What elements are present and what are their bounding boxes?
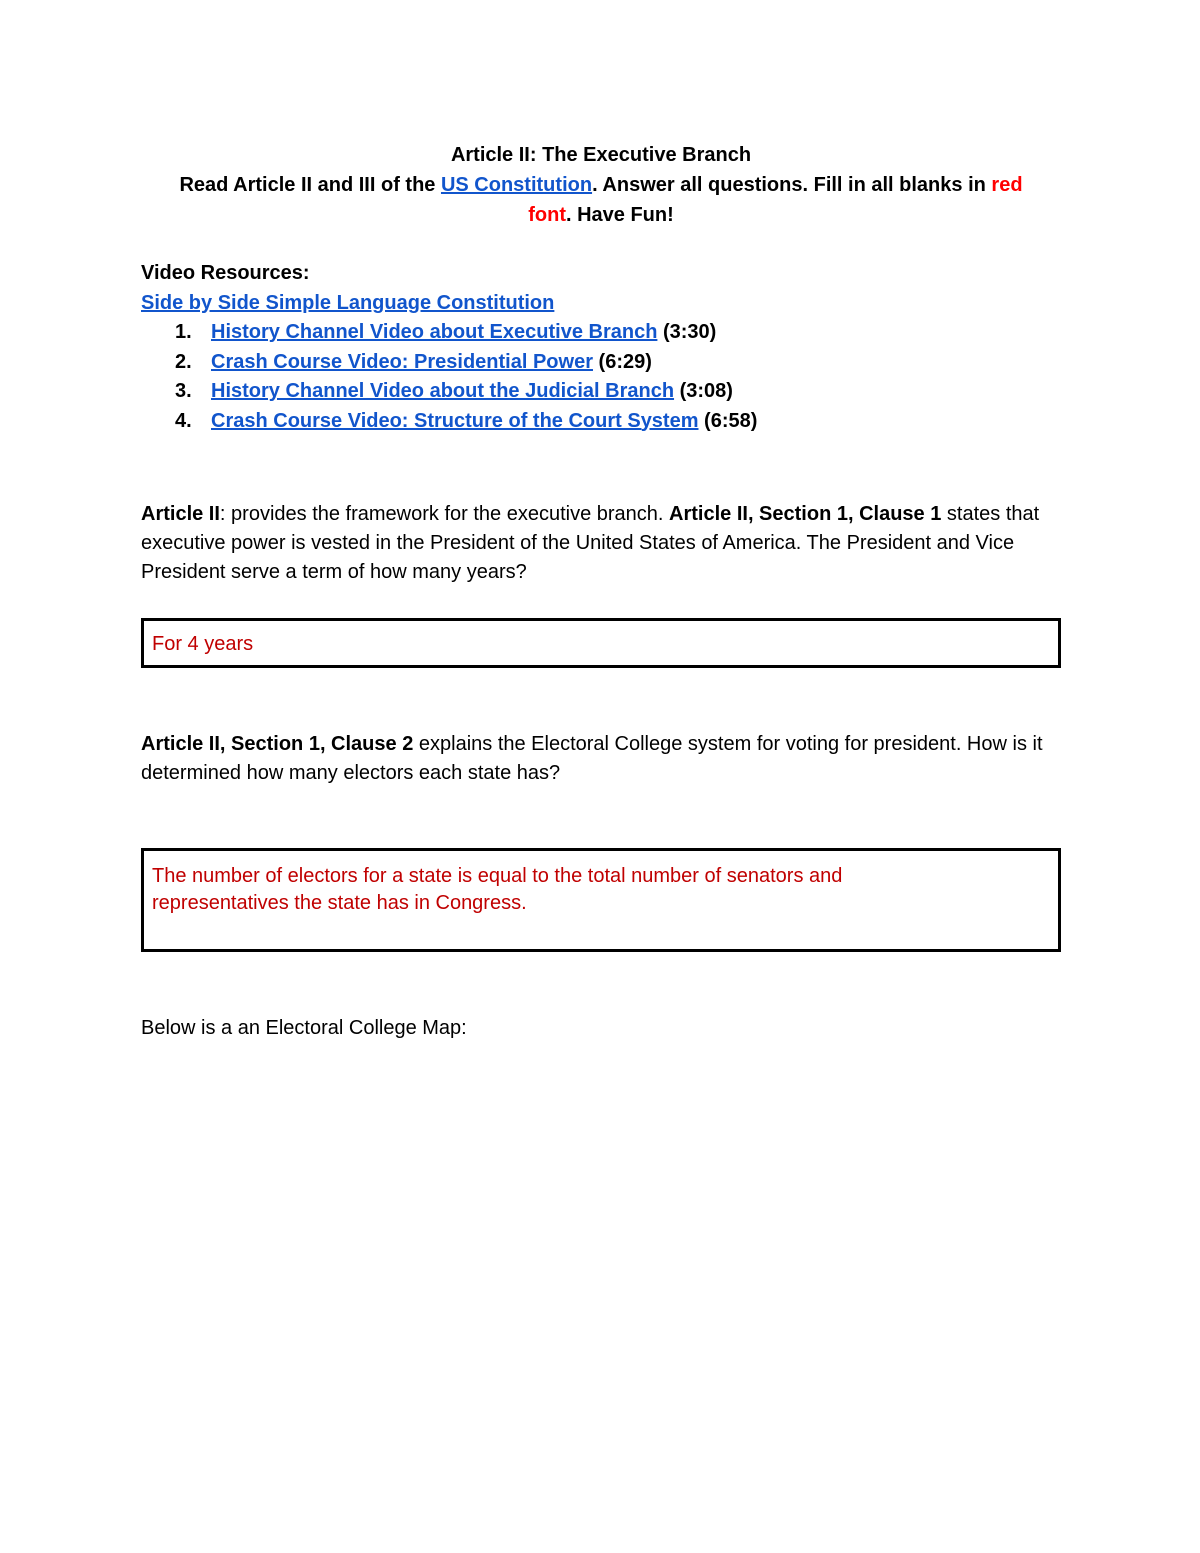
list-item-number: 1. <box>175 321 192 343</box>
question-2-text-1: explains the Electoral College system for voting for president. How is it determined how many electors each state has? <box>141 733 1043 784</box>
question-2-bold-1: Article II, Section 1, Clause 2 <box>141 733 414 755</box>
video-duration: (3:30) <box>657 321 717 343</box>
video-resources-heading: Video Resources: <box>141 262 310 284</box>
question-1-bold-1: Article II <box>141 503 220 525</box>
list-item-number: 3. <box>175 380 192 402</box>
title-block <box>141 140 1061 230</box>
instructions-text-2: . Answer all questions. Fill in all blanks in <box>592 174 992 196</box>
list-item <box>141 377 1061 407</box>
question-1-text <box>141 500 1061 587</box>
history-judicial-video-link[interactable]: History Channel Video about the Judicial Branch <box>211 380 675 402</box>
video-duration: (6:29) <box>592 350 652 373</box>
list-item <box>141 407 1061 437</box>
question-2-text <box>141 730 1061 788</box>
closing-text: Below is a an Electoral College Map: <box>141 1017 467 1039</box>
history-executive-video-link[interactable]: History Channel Video about Executive Branch <box>211 321 658 343</box>
question-1-text-1: : provides the framework for the executive branch. <box>219 503 670 525</box>
us-constitution-link[interactable]: US Constitution <box>440 174 593 196</box>
list-item-number: 4. <box>175 409 192 432</box>
document-content <box>141 140 1061 1043</box>
list-item <box>141 348 1061 378</box>
video-duration: (3:08) <box>674 380 733 402</box>
crash-course-court-system-link[interactable]: Crash Course Video: Structure of the Court System <box>211 409 699 432</box>
instructions-text-3: . Have Fun! <box>565 204 674 226</box>
page-title: Article II: The Executive Branch <box>450 144 752 166</box>
instructions-text-1: Read Article II and III of the <box>179 174 441 196</box>
instructions-font-word: font <box>528 204 566 226</box>
question-1-text-2: states that executive power is vested in the President of the United States of America. The President and Vice President serve a term of how many years? <box>141 503 1040 583</box>
crash-course-presidential-power-link[interactable]: Crash Course Video: Presidential Power <box>211 350 593 373</box>
video-list <box>141 318 1061 436</box>
instructions-red-word: red <box>991 174 1023 196</box>
list-item <box>141 318 1061 348</box>
side-by-side-constitution-link[interactable]: Side by Side Simple Language Constitution <box>141 292 555 314</box>
instructions <box>141 170 1061 230</box>
answer-2-text: The number of electors for a state is equal to the total number of senators and representatives the state has in Congress. <box>152 865 843 914</box>
answer-box-2[interactable] <box>141 848 1061 952</box>
question-1-bold-2: Article II, Section 1, Clause 1 <box>669 503 942 525</box>
answer-box-1[interactable]: For 4 years <box>141 618 1061 668</box>
side-by-side-row <box>141 288 1061 318</box>
list-item-number: 2. <box>175 350 192 373</box>
video-duration: (6:58) <box>698 409 758 432</box>
